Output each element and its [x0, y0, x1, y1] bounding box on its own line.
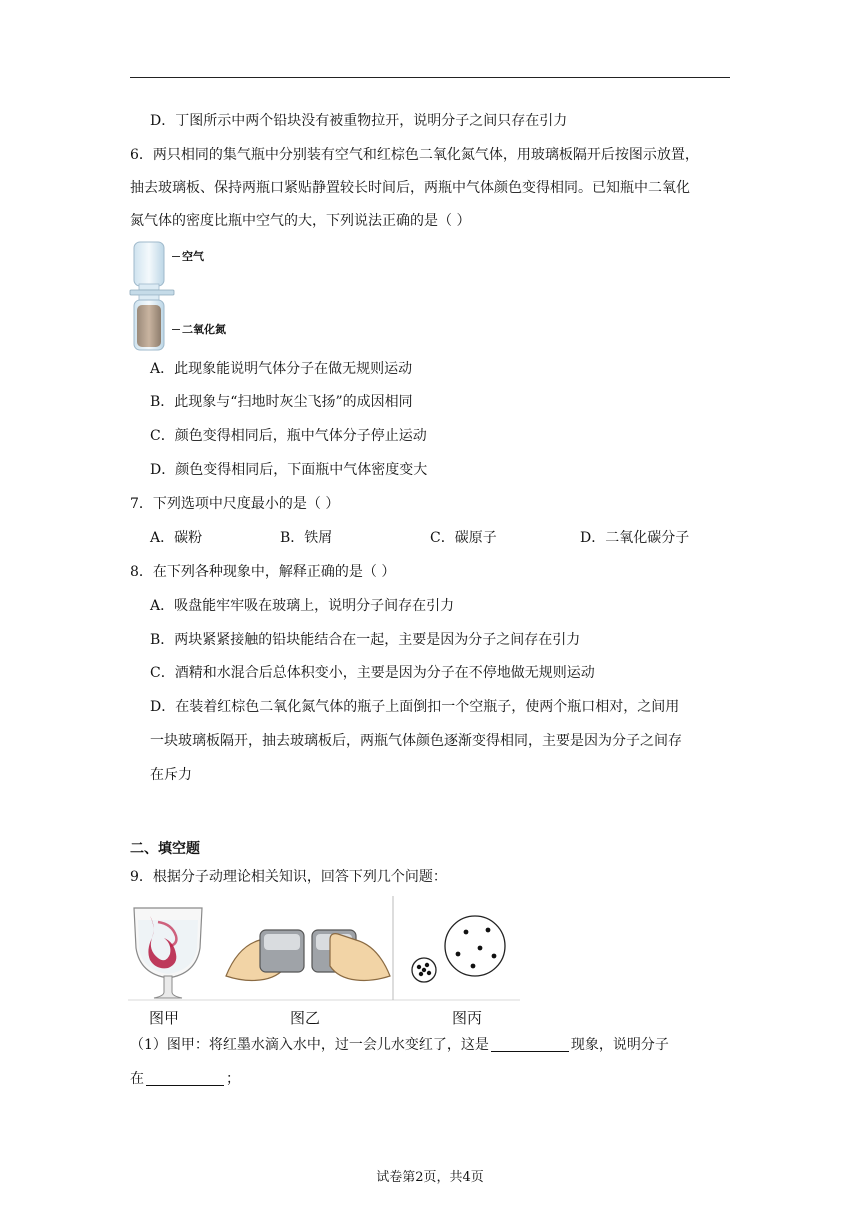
page-footer: 试卷第2页，共4页 [376, 1170, 484, 1185]
answer-blank-1[interactable] [491, 1037, 569, 1052]
lead-blocks-figure [226, 930, 390, 981]
q8-option-d-line-3: 在斥力 [150, 767, 192, 783]
q8-option-d-line-1: D．在装着红棕色二氧化氮气体的瓶子上面倒扣一个空瓶子，使两个瓶口相对，之间用 [150, 699, 680, 715]
q8-option-c: C．酒精和水混合后总体积变小，主要是因为分子在不停地做无规则运动 [150, 665, 595, 681]
q8-option-a: A．吸盘能牢牢吸在玻璃上，说明分子间存在引力 [150, 598, 455, 614]
q6-option-c: C．颜色变得相同后，瓶中气体分子停止运动 [150, 428, 427, 444]
label-no2: 二氧化氮 [182, 323, 226, 336]
q6-stem-line-1: 6．两只相同的集气瓶中分别装有空气和红棕色二氧化氮气体，用玻璃板隔开后按图示放置， [130, 147, 699, 163]
caption-fig-a: 图甲 [149, 1009, 180, 1027]
q5-option-d: D．丁图所示中两个铅块没有被重物拉开，说明分子之间只存在引力 [150, 113, 568, 129]
caption-fig-b: 图乙 [290, 1009, 321, 1027]
q7-option-c: C．碳原子 [430, 530, 497, 546]
molecules-figure [412, 916, 505, 982]
q6-option-d: D．颜色变得相同后，下面瓶中气体密度变大 [150, 462, 428, 478]
q9-stem: 9．根据分子动理论相关知识，回答下列几个问题： [130, 869, 447, 885]
wine-glass-figure [134, 908, 202, 998]
section-title: 二、填空题 [130, 841, 200, 857]
q6-stem-line-3: 氮气体的密度比瓶中空气的大，下列说法正确的是（ ） [130, 213, 471, 229]
q9-sub1-text-b: 现象，说明分子 [570, 1037, 669, 1053]
q6-option-b: B．此现象与“扫地时灰尘飞扬”的成因相同 [150, 394, 413, 410]
q7-option-b: B．铁屑 [280, 530, 333, 546]
q6-option-a: A．此现象能说明气体分子在做无规则运动 [150, 361, 413, 377]
q9-sub1-text-a: （1）图甲：将红墨水滴入水中，过一会儿水变红了，这是 [130, 1037, 489, 1053]
q8-option-d-line-2: 一块玻璃板隔开，抽去玻璃板后，两瓶气体颜色逐渐变得相同，主要是因为分子之间存 [150, 733, 682, 749]
q9-sub1-text-c: 在 [130, 1071, 144, 1087]
q9-sub1-line-2 [130, 1069, 240, 1089]
q6-stem-line-2: 抽去玻璃板、保持两瓶口紧贴静置较长时间后，两瓶中气体颜色变得相同。已知瓶中二氧化 [130, 180, 690, 196]
q7-option-d: D．二氧化碳分子 [580, 530, 690, 546]
q7-stem: 7．下列选项中尺度最小的是（ ） [130, 496, 340, 512]
caption-fig-c: 图丙 [452, 1009, 483, 1027]
label-air: 空气 [182, 250, 204, 263]
q9-sub1-text-d: ； [226, 1071, 240, 1087]
q8-stem: 8．在下列各种现象中，解释正确的是（ ） [130, 564, 396, 580]
q9-figures-image [128, 896, 528, 1006]
gas-jars-figure [128, 240, 248, 355]
q7-option-a: A．碳粉 [150, 530, 203, 546]
q9-sub1-line-1 [130, 1035, 669, 1055]
answer-blank-2[interactable] [146, 1071, 224, 1086]
q8-option-b: B．两块紧紧接触的铅块能结合在一起，主要是因为分子之间存在引力 [150, 632, 581, 648]
header-rule [130, 77, 730, 78]
